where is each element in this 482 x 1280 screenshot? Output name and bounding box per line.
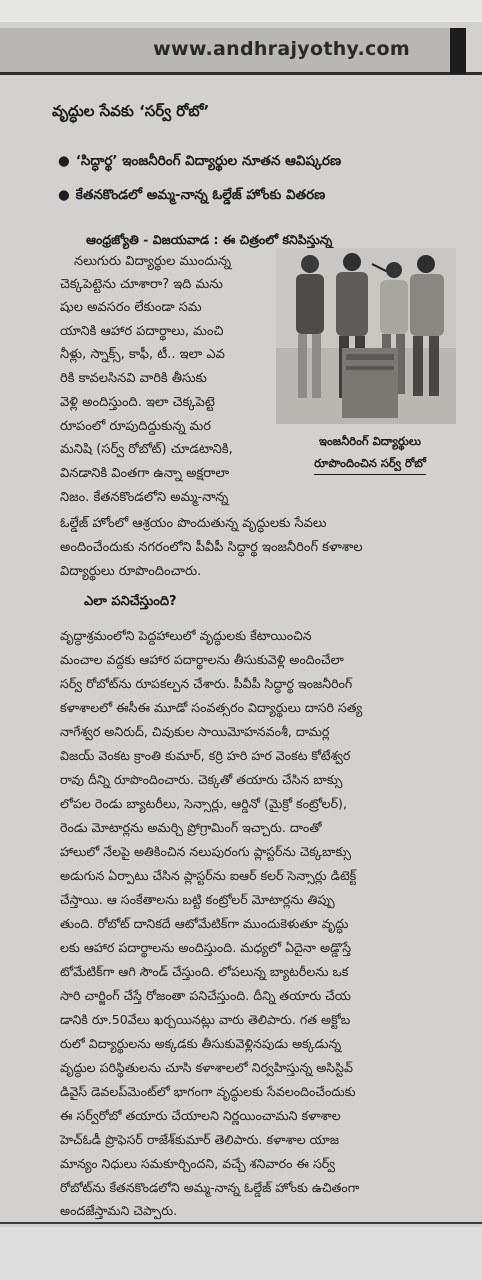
body-line: టోమేటిక్‌గా ఆగి సౌండ్ చేస్తుంది. లోపలున్న బ్యాటరీలను ఒక [60, 964, 349, 979]
body-line: డానికి రూ.50వేలు ఖర్చయినట్లు వారు తెలిపారు. గత అక్టోబ [60, 1012, 351, 1027]
body-line: తుంది. రోబోట్ దానికదే ఆటోమేటిక్‌గా ముందుకెళుతూ వృద్ధు [60, 916, 349, 931]
body-line: రోబోట్‌ను కేతనకొండలోని అమ్మ-నాన్న ఓల్డేజ్ హోంకు ఉచితంగా [60, 1180, 360, 1195]
subhead-2-text: కేతనకొండలో అమ్మ-నాన్న ఓల్డేజ్ హోంకు వితరణ [75, 187, 326, 203]
page-background-top [0, 0, 482, 22]
body-line: లకు ఆహార పదార్థాలను అందిస్తుంది. మధ్యలో ఏదైనా అడ్డొస్తే [60, 940, 352, 955]
intro-wide-line: ఓల్డేజ్ హోంలో ఆశ్రయం పొందుతున్న వృద్ధులకు సేవలు [60, 516, 327, 531]
body-line: కళాశాలలో ఈసీఈ మూడో సంవత్సరం విద్యార్థులు దాసరి సత్య [60, 700, 363, 715]
body-line: చేస్తాయి. ఆ సంకేతాలను బట్టి కంట్రోలర్ మోటార్లను తిప్పు [60, 892, 335, 907]
intro-line: వెళ్లి అందిస్తుంది. ఇలా చెక్కపెట్టె [60, 395, 215, 410]
bottom-rule [0, 1222, 482, 1224]
photo-caption-line-1: ఇంజనీరింగ్ విద్యార్థులు [319, 434, 421, 448]
intro-line: రికి కావలసినవి వారికి తీసుకు [60, 371, 207, 386]
body-line: హాలులో నేలపై అతికించిన నలుపురంగు ప్లాస్టర్‌ను చెక్కబాక్సు [60, 844, 352, 859]
photo-caption [280, 430, 460, 475]
body-line: రావు దీన్ని రూపొందించారు. చెక్కతో తయారు చేసిన బాక్సు [60, 772, 343, 787]
body-line: అందజేస్తామని చెప్పారు. [60, 1203, 178, 1218]
photo-caption-line-2: రూపొందించిన సర్వ్ రోబో [314, 452, 426, 475]
header-rule [0, 72, 482, 75]
corner-block [450, 28, 466, 74]
dateline: ఆంధ్రజ్యోతి - విజయవాడ : ఈ చిత్రంలో కనిపిస్తున్న [86, 232, 333, 247]
section-heading: ఎలా పనిచేస్తుంది? [84, 594, 177, 609]
intro-line: యానికి ఆహార పదార్థాలు, మంచి [60, 324, 224, 339]
subhead-1-text: ‘సిద్ధార్థ’ ఇంజనీరింగ్ విద్యార్థుల నూతన ఆవిష్కరణ [75, 153, 342, 169]
intro-line: వినడానికి వింతగా ఉన్నా అక్షరాలా [60, 466, 230, 481]
body-line: హెచ్‌ఓడీ ప్రొఫెసర్ రాజేశ్‌కుమార్ తెలిపారు. కళాశాల యాజ [60, 1132, 340, 1147]
bullet-icon: ● [58, 153, 70, 169]
intro-line: షుల అవసరం లేకుండా సమ [60, 300, 202, 315]
headline: వృద్ధుల సేవకు ‘సర్వ్ రోబో’ [52, 102, 210, 120]
intro-line: చెక్కపెట్టెను చూశారా? ఇది మను [60, 277, 223, 292]
intro-line: రూపంలో రూపుదిద్దుకున్న మర [60, 419, 212, 434]
subhead-2 [58, 187, 325, 206]
page-background-bottom [0, 1227, 482, 1280]
body-line: విజయ్ వెంకట క్రాంతి కుమార్, కర్రి హరి హర వెంకట కోటేశ్వర [60, 748, 351, 763]
body-line: రెండు మోటార్లను అమర్చి ప్రోగ్రామింగ్ ఇచ్చారు. దాంతో [60, 820, 322, 835]
body-line: వృద్ధుల పరిస్థితులను చూసి కళాశాలలో నిర్వహిస్తున్న అసిస్టివ్ [60, 1060, 353, 1075]
intro-wide-line: అందించేందుకు నగరంలోని పీవీపీ సిద్ధార్థ ఇంజనీరింగ్ కళాశాల [60, 540, 363, 555]
intro-wide-line: విద్యార్థులు రూపొందించారు. [60, 564, 202, 579]
students-photo-illustration [276, 248, 456, 424]
body-line: సర్వ్ రోబోట్‌ను రూపకల్పన చేశారు. పీవీపీ సిద్ధార్థ ఇంజనీరింగ్ [60, 676, 353, 691]
body-line: సారి చార్జింగ్ చేస్తే రోజంతా పనిచేస్తుంది. దీన్ని తయారు చేయ [60, 988, 351, 1003]
bullet-icon: ● [58, 187, 70, 203]
body-line: ఈ సర్వ్‌రోబో తయారు చేయాలని నిర్ణయించామని కళాశాల [60, 1108, 341, 1123]
body-line: డివైస్ డెవలప్‌మెంట్‌లో భాగంగా వృద్ధులకు సేవలందించేందుకు [60, 1084, 356, 1099]
body-line: వృద్ధాశ్రమంలోని పెద్దహాలులో వృద్ధులకు కేటాయించిన [60, 628, 312, 643]
body-line: మంచాల వద్దకు ఆహార పదార్థాలను తీసుకువెళ్లి అందించేలా [60, 652, 344, 667]
body-line: నాగేశ్వర అనిరుద్, చివుకుల సాయిమోహనవంశీ, దామర్ల [60, 724, 330, 739]
subhead-1 [58, 153, 341, 172]
body-line: లోపల రెండు బ్యాటరీలు, సెన్సార్లు, ఆర్డినో (మైక్రో కంట్రోలర్), [60, 796, 347, 811]
intro-line: నిజం. కేతనకొండలోని అమ్మ-నాన్న [60, 490, 229, 505]
body-line: రులో విద్యార్థులను అక్కడకు తీసుకువెళ్లినపుడు అక్కడున్న [60, 1036, 342, 1051]
body-line: మాన్యం నిధులు సమకూర్చిందని, వచ్చే శనివారం ఈ సర్వ్ [60, 1156, 336, 1171]
news-photo [276, 248, 456, 424]
intro-line: మనిషి (సర్వ్ రోబోట్) చూడటానికి, [60, 442, 233, 457]
intro-line: నలుగురు విద్యార్థుల ముందున్న [74, 254, 232, 269]
intro-line: నీళ్లు, స్నాక్స్, కాఫీ, టీ.. ఇలా ఎవ [60, 347, 225, 362]
body-line: అడుగున ఏర్పాటు చేసిన ప్లాస్టర్‌ను ఐఆర్ కలర్ సెన్సార్లు డిటెక్ట్ [60, 868, 357, 883]
site-url: www.andhrajyothy.com [153, 38, 410, 60]
